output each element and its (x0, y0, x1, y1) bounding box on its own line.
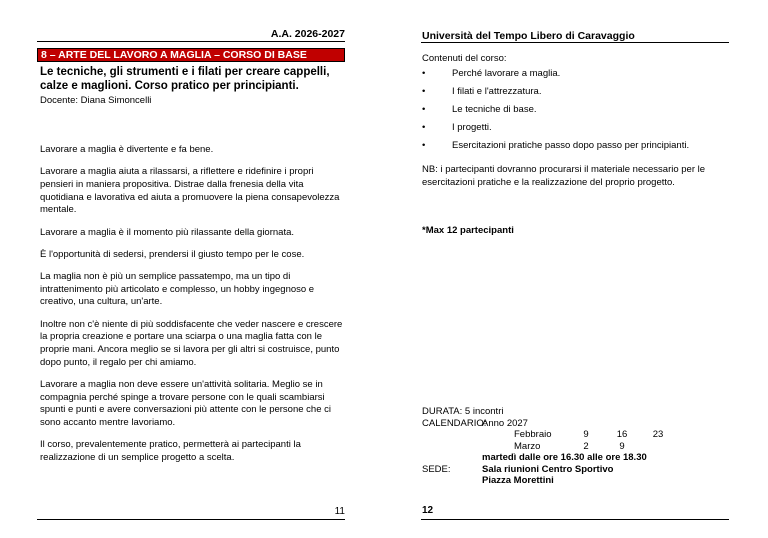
calendar-day: 23 (652, 429, 664, 440)
paragraph: Lavorare a maglia non deve essere un'attività solitaria. Meglio se in compagnia perché spinge a trovare persone con le quali scambiarsi spunti e punti e avere conversazioni più attente con le persone che ci sono accanto mentre lavoriamo. (40, 378, 331, 428)
duration: DURATA: 5 incontri (422, 406, 504, 417)
paragraph: La maglia non è più un semplice passatempo, ma un tipo di intrattenimento più articolato e complesso, un hobby ingegnoso e creativo, una cultura, un'arte. (40, 270, 315, 308)
calendar-row (422, 441, 742, 453)
course-title: 8 – ARTE DEL LAVORO A MAGLIA – CORSO DI BASE (37, 48, 345, 62)
paragraph: Il corso, prevalentemente pratico, permetterà ai partecipanti la realizzazione di un semplice progetto a scelta. (40, 439, 301, 463)
nb-note: NB: i partecipanti dovranno procurarsi il materiale necessario per le esercitazioni pratiche e la realizzazione del proprio progetto. (422, 164, 706, 188)
academic-year: A.A. 2026-2027 (270, 28, 345, 40)
paragraph: Lavorare a maglia è il momento più rilassante della giornata. (40, 226, 294, 238)
calendar-day: 9 (583, 429, 589, 440)
venue-label: SEDE: (422, 463, 451, 475)
list-item: • Perché lavorare a maglia. (422, 68, 561, 79)
footer-divider (37, 519, 345, 520)
calendar-day: 16 (616, 429, 628, 440)
schedule (422, 406, 742, 487)
list-item: • I progetti. (422, 122, 492, 133)
calendar-label: CALENDARIO: (422, 417, 487, 429)
paragraph: È l'opportunità di sedersi, prendersi il giusto tempo per le cose. (40, 248, 305, 260)
right-page (384, 0, 768, 538)
university-name: Università del Tempo Libero di Caravaggio (422, 30, 635, 42)
header-divider (421, 42, 729, 43)
calendar-row (422, 429, 742, 441)
course-description (40, 144, 345, 474)
bullet-icon: • (422, 104, 426, 115)
page-number: 11 (334, 506, 345, 517)
contents-list (422, 68, 727, 158)
lesson-time: martedì dalle ore 16.30 alle ore 18.30 (482, 452, 647, 463)
calendar-day: 9 (619, 440, 625, 452)
bullet-icon: • (422, 68, 426, 79)
page-number: 12 (422, 505, 434, 516)
bullet-icon: • (422, 86, 426, 97)
teacher-name: Docente: Diana Simoncelli (40, 95, 152, 106)
paragraph: Lavorare a maglia è divertente e fa bene. (40, 144, 214, 155)
calendar-year: Anno 2027 (482, 417, 528, 429)
header-divider (37, 41, 345, 42)
contents-label: Contenuti del corso: (422, 53, 507, 64)
bullet-icon: • (422, 140, 426, 151)
max-participants: *Max 12 partecipanti (422, 225, 514, 236)
list-item: • Esercitazioni pratiche passo dopo passo per principianti. (422, 140, 690, 151)
course-subtitle: Le tecniche, gli strumenti e i filati per creare cappelli, calze e maglioni. Corso pratico per principianti. (40, 66, 330, 92)
footer-divider (421, 519, 729, 520)
calendar-month: Febbraio (514, 429, 552, 440)
venue-line: Sala riunioni Centro Sportivo (482, 463, 614, 475)
list-item: • I filati e l'attrezzatura. (422, 86, 542, 97)
list-item: • Le tecniche di base. (422, 104, 537, 115)
venue-line: Piazza Morettini (482, 475, 554, 486)
calendar-day: 2 (583, 440, 589, 452)
paragraph: Lavorare a maglia aiuta a rilassarsi, a riflettere e ridefinire i propri pensieri in maniera propositiva. Distrae dalla frenesia della vita quotidiana e lavorativa ed aiuta a promuovere la piena consapevolezza mentale. (40, 166, 340, 216)
paragraph: Inoltre non c'è niente di più soddisfacente che veder nascere e crescere la propria creazione e portare una sciarpa o una maglia fatta con le proprie mani. Ancora meglio se si lavora per gli altri si costruisce, punto dopo punto, il regalo per chi amiamo. (40, 318, 343, 368)
calendar-month: Marzo (514, 440, 541, 452)
bullet-icon: • (422, 122, 426, 133)
